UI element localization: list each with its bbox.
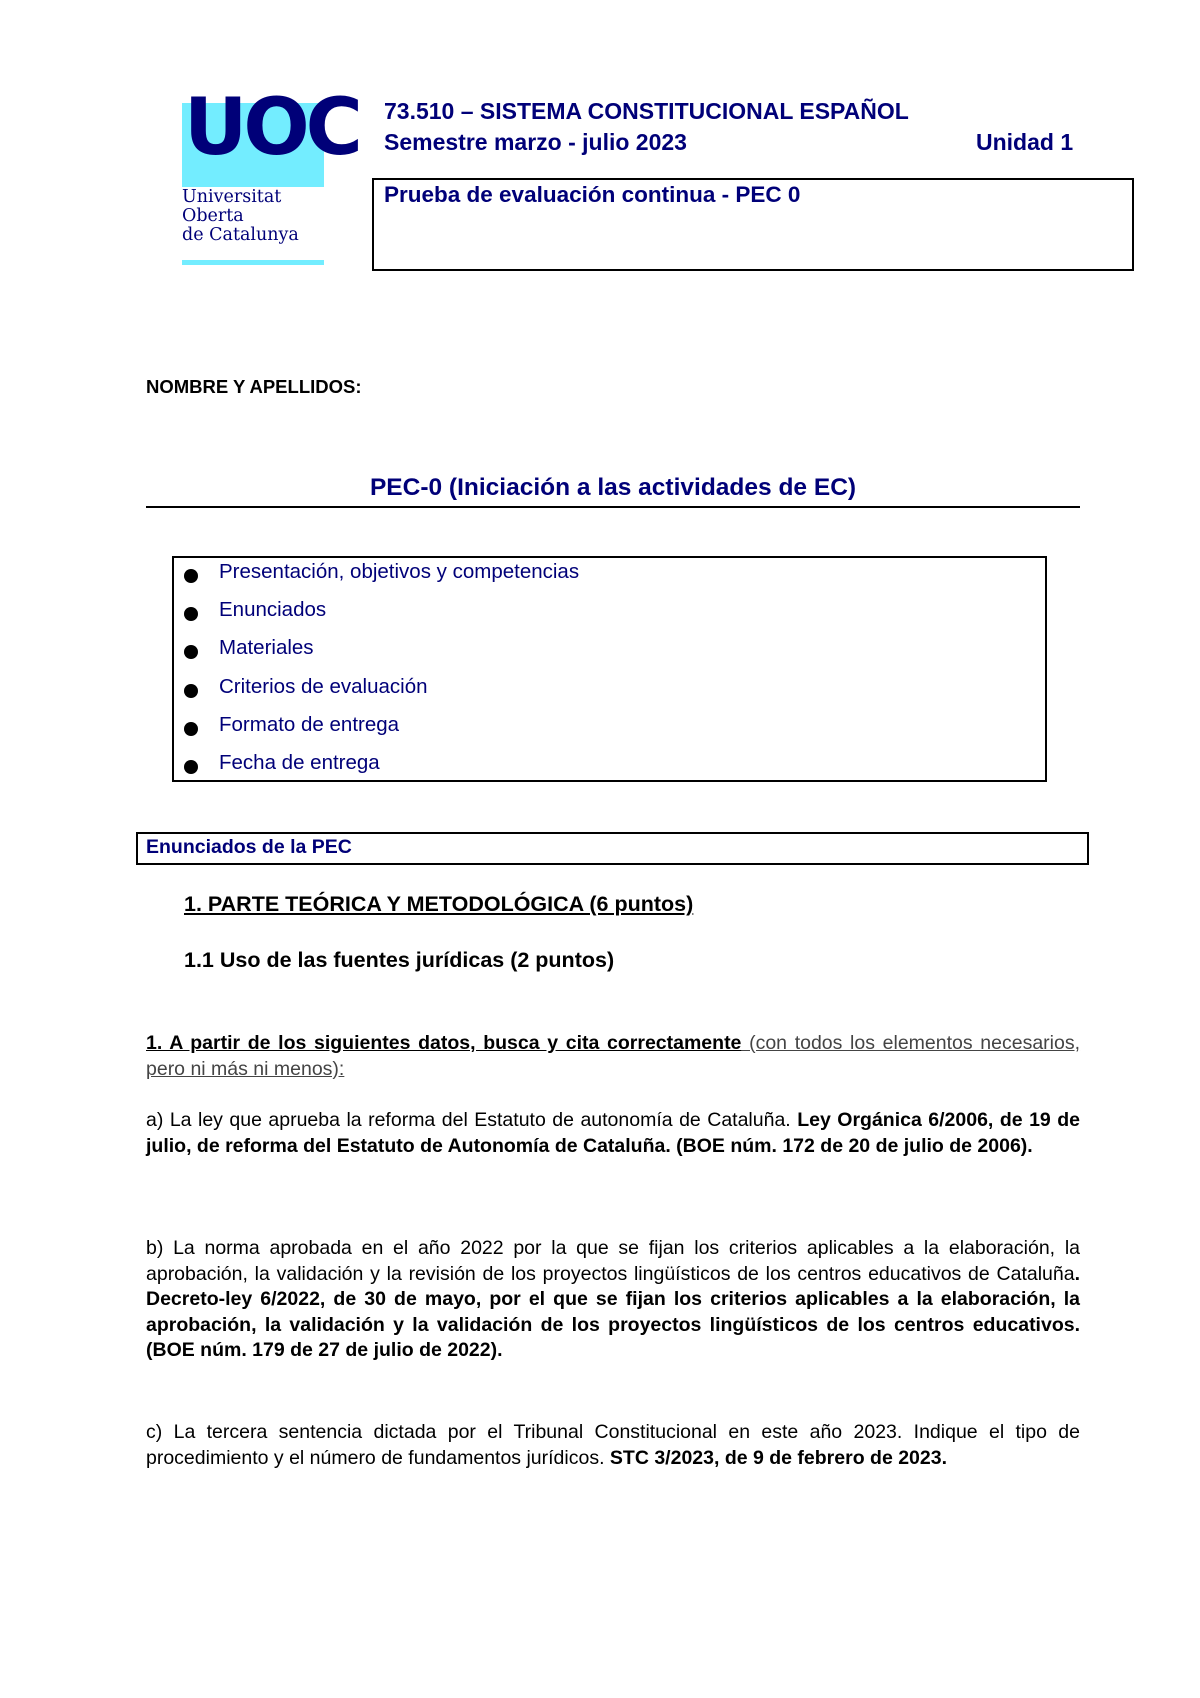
bullet-icon [184, 684, 198, 698]
semester-label: Semestre marzo - julio 2023 [384, 129, 687, 155]
logo-line-2: Oberta [182, 206, 244, 226]
item-c-answer: STC 3/2023, de 9 de febrero de 2023. [609, 1446, 948, 1469]
pec-box-title: Prueba de evaluación continua - PEC 0 [384, 182, 801, 207]
toc-link[interactable]: Formato de entrega [219, 713, 400, 736]
item-a [146, 1108, 1080, 1159]
item-b-answer: . Decreto-ley 6/2022, de 30 de mayo, por el que se fijan los criterios aplicables a la elaboración, la aprobación, la validación y la validación de los proyectos lingüísticos de los centros educativos. (BOE núm. 179 de 27 de julio de 2022). [146, 1262, 1080, 1361]
logo-underline [182, 260, 324, 265]
section-title: Enunciados de la PEC [146, 836, 352, 858]
part-heading: 1. PARTE TEÓRICA Y METODOLÓGICA (6 puntos) [184, 892, 694, 916]
name-field-label: NOMBRE Y APELLIDOS: [146, 376, 362, 397]
logo-wordmark [182, 188, 332, 245]
logo-line-1: Universitat [182, 187, 282, 207]
toc-link[interactable]: Fecha de entrega [219, 751, 380, 774]
item-c [146, 1420, 1080, 1471]
table-of-contents [172, 556, 1047, 782]
unit-label: Unidad 1 [976, 129, 1074, 155]
logo-letters: UOC [184, 83, 359, 173]
toc-link[interactable]: Criterios de evaluación [219, 675, 428, 698]
question-1-lead: 1. A partir de los siguientes datos, busca y cita correctamente [146, 1032, 742, 1054]
bullet-icon [184, 760, 198, 774]
bullet-icon [184, 607, 198, 621]
bullet-icon [184, 722, 198, 736]
uoc-logo [182, 83, 359, 187]
toc-link[interactable]: Presentación, objetivos y competencias [219, 560, 580, 583]
item-c-text: c) La tercera sentencia dictada por el Tribunal Constitucional en este año 2023. Indique el tipo de procedimiento y el número de fundamentos jurídicos. [146, 1421, 1080, 1469]
page-title: PEC-0 (Iniciación a las actividades de EC) [369, 474, 857, 501]
course-title: 73.510 – SISTEMA CONSTITUCIONAL ESPAÑOL [384, 98, 909, 124]
bullet-icon [184, 645, 198, 659]
toc-link[interactable]: Materiales [219, 636, 314, 659]
item-b-text: b) La norma aprobada en el año 2022 por la que se fijan los criterios aplicables a la elaboración, la aprobación, la validación y la revisión de los proyectos lingüísticos de los centros educativos de Cataluña [146, 1237, 1080, 1285]
subsection-heading: 1.1 Uso de las fuentes jurídicas (2 puntos) [184, 948, 615, 972]
question-1-rest: (con todos los elementos necesarios, pero ni más ni menos): [146, 1032, 1081, 1080]
toc-link[interactable]: Enunciados [219, 598, 327, 621]
title-divider [146, 506, 1080, 508]
question-1-prompt [146, 1031, 1080, 1082]
item-b [146, 1236, 1080, 1364]
logo-line-3: de Catalunya [182, 225, 299, 245]
item-a-answer: Ley Orgánica 6/2006, de 19 de julio, de reforma del Estatuto de Autonomía de Cataluña. (BOE núm. 172 de 20 de julio de 2006). [146, 1109, 1080, 1157]
item-a-text: a) La ley que aprueba la reforma del Estatuto de autonomía de Cataluña. [146, 1109, 798, 1131]
bullet-icon [184, 569, 198, 583]
